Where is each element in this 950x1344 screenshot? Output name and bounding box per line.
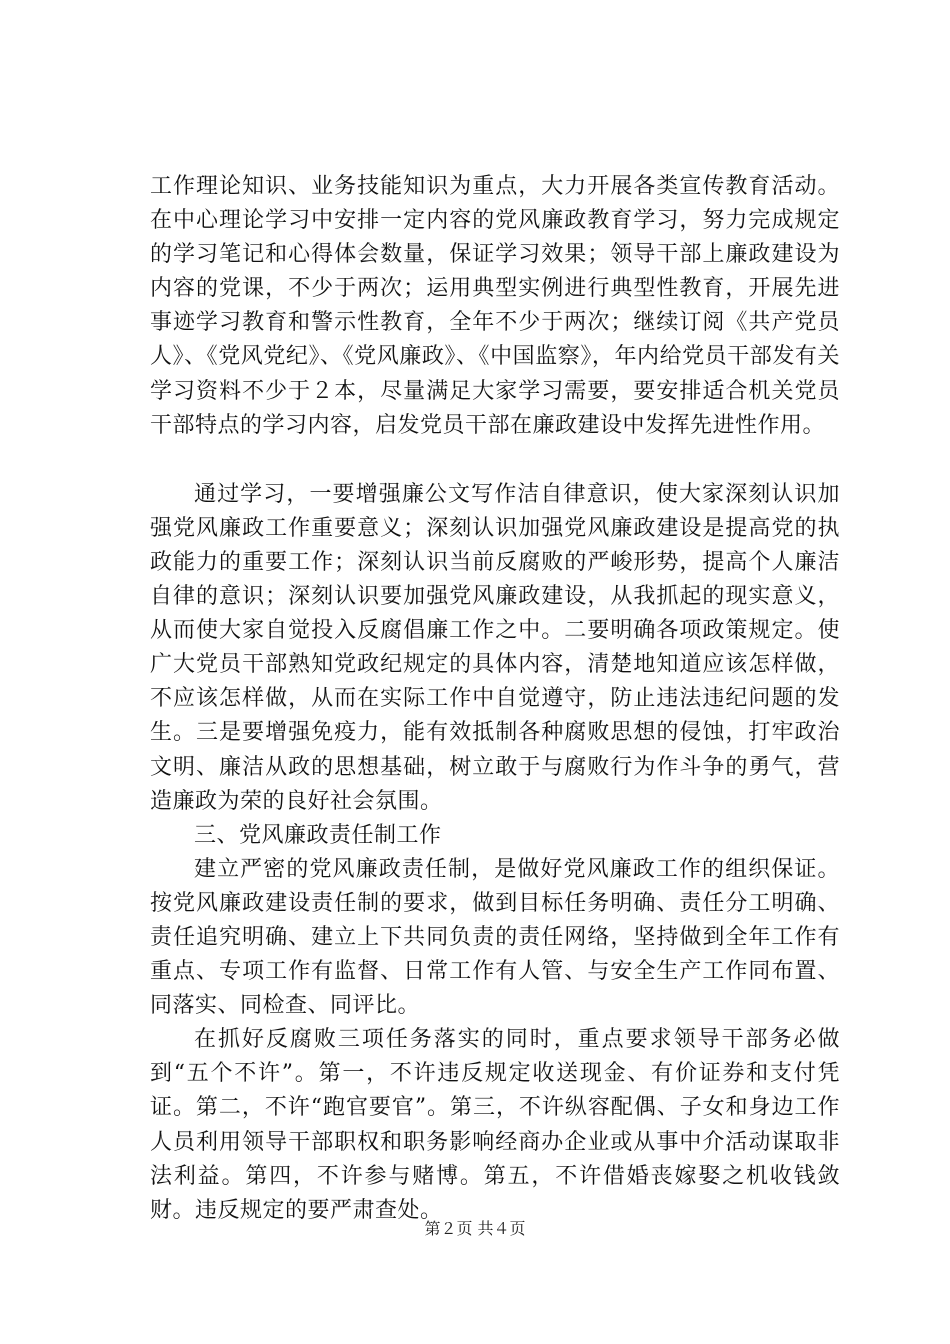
section-heading-responsibility: 三、党风廉政责任制工作 xyxy=(194,822,442,848)
document-body xyxy=(150,170,840,1228)
paragraph-study-content: 工作理论知识、业务技能知识为重点，大力开展各类宣传教育活动。在中心理论学习中安排一定内容的党风廉政教育学习，努力完成规定的学习笔记和心得体会数量，保证学习效果；领导干部上廉政建设为内容的党课，不少于两次；运用典型实例进行典型性教育，开展先进事迹学习教育和警示性教育，全年不少于两次；继续订阅《共产党员人》、《党风党纪》、《党风廉政》、《中国监察》，年内给党员干部发有关学习资料不少于２本，尽量满足大家学习需要，要安排适合机关党员干部特点的学习内容，启发党员干部在廉政建设中发挥先进性作用。 xyxy=(150,174,840,438)
page-footer xyxy=(0,1216,950,1239)
paragraph-five-prohibitions: 在抓好反腐败三项任务落实的同时，重点要求领导干部务必做到“五个不许”。第一，不许违反规定收送现金、有价证券和支付凭证。第二，不许“跑官要官”。第三，不许纵容配偶、子女和身边工作人员利用领导干部职权和职务影响经商办企业或从事中介活动谋取非法利益。第四，不许参与赌博。第五，不许借婚丧嫁娶之机收钱敛财。违反规定的要严肃查处。 xyxy=(150,1027,840,1223)
paragraph-gap xyxy=(150,443,840,478)
page-number-label: 第２页 共４页 xyxy=(424,1219,526,1238)
paragraph-responsibility-system: 建立严密的党风廉政责任制，是做好党风廉政工作的组织保证。按党风廉政建设责任制的要求，做到目标任务明确、责任分工明确、责任追究明确、建立上下共同负责的责任网络，坚持做到全年工作有重点、专项工作有监督、日常工作有人管、与安全生产工作同布置、同落实、同检查、同评比。 xyxy=(150,856,840,1019)
paragraph-study-goals: 通过学习，一要增强廉公文写作洁自律意识，使大家深刻认识加强党风廉政工作重要意义；深刻认识加强党风廉政建设是提高党的执政能力的重要工作；深刻认识当前反腐败的严峻形势，提高个人廉洁自律的意识；深刻认识要加强党风廉政建设，从我抓起的现实意义，从而使大家自觉投入反腐倡廉工作之中。二要明确各项政策规定。使广大党员干部熟知党政纪规定的具体内容，清楚地知道应该怎样做，不应该怎样做，从而在实际工作中自觉遵守，防止违法违纪问题的发生。三是要增强免疫力，能有效抵制各种腐败思想的侵蚀，打牢政治文明、廉洁从政的思想基础，树立敢于与腐败行为作斗争的勇气，营造廉政为荣的良好社会氛围。 xyxy=(150,481,840,814)
